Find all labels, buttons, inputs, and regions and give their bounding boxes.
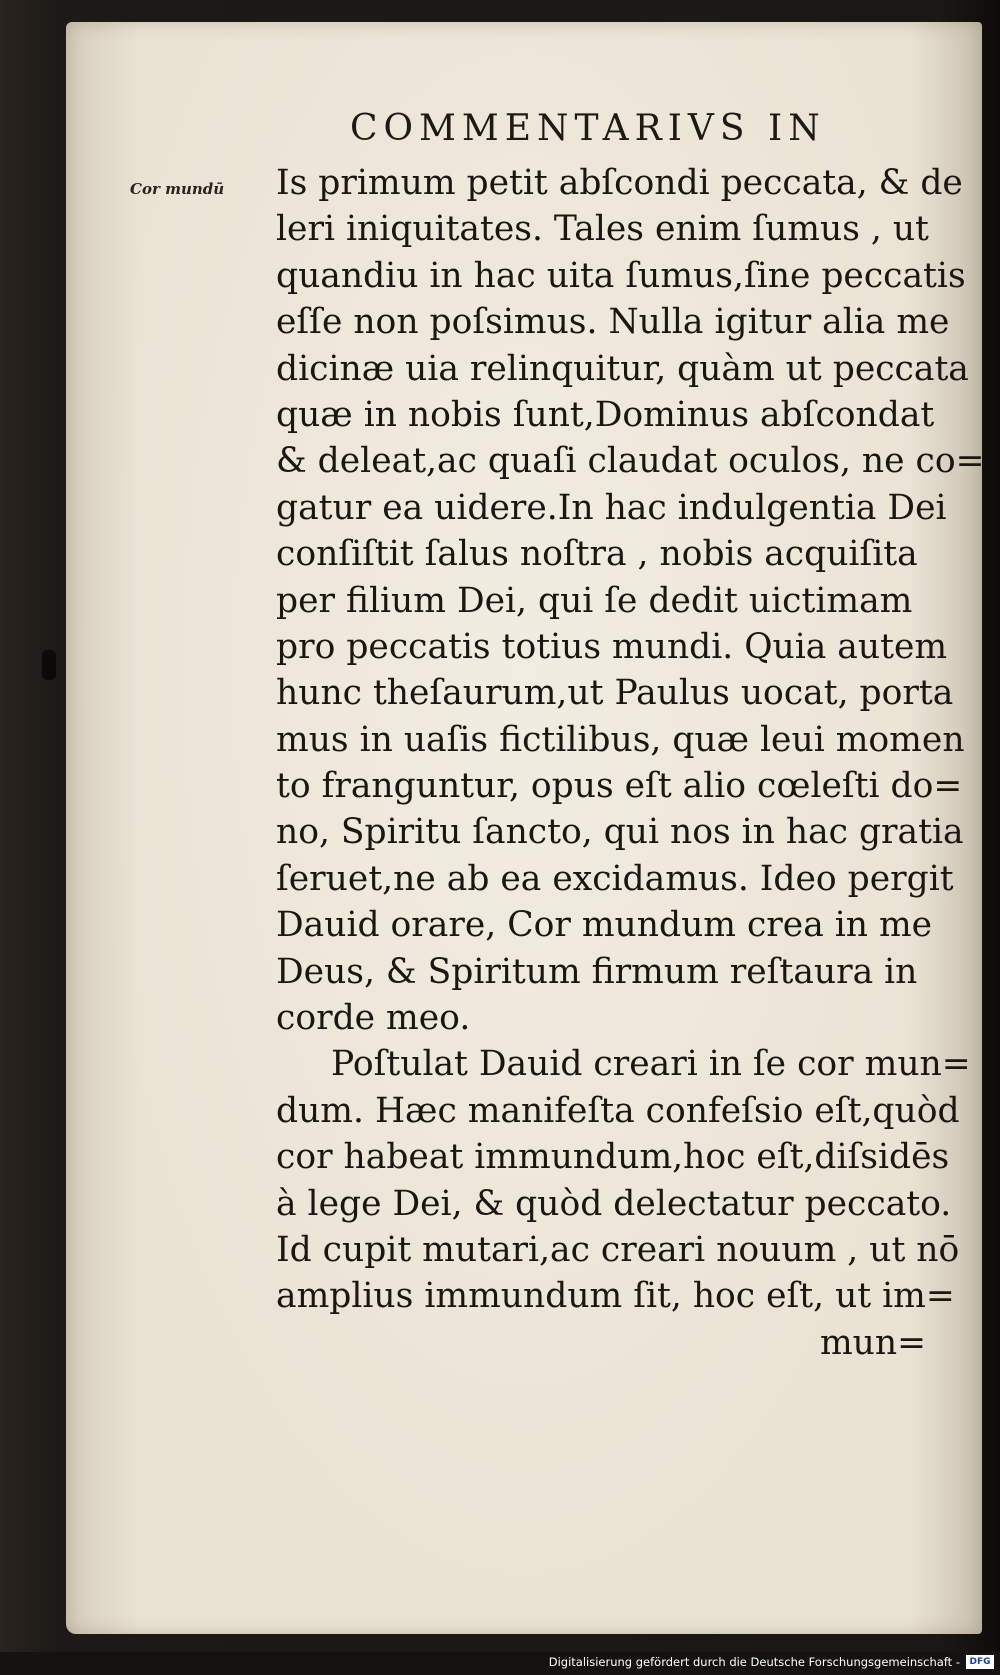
margin-note: Cor mundū bbox=[130, 180, 225, 198]
footer-credit: Digitalisierung gefördert durch die Deutsche Forschungsgemeinschaft - bbox=[548, 1655, 960, 1669]
text-line: corde meo. bbox=[276, 998, 471, 1039]
binding-mark bbox=[42, 650, 56, 680]
text-line: ſeruet,ne ab ea excidamus. Ideo pergit bbox=[276, 858, 954, 899]
catchword: mun= bbox=[819, 1322, 926, 1363]
text-line: no, Spiritu ſancto, qui nos in hac gratia bbox=[276, 812, 964, 853]
text-line: & deleat,ac quaſi claudat oculos, ne co= bbox=[276, 441, 985, 482]
running-head: COMMENTARIVS IN bbox=[350, 108, 826, 149]
text-line: Deus, & Spiritum firmum reſtaura in bbox=[276, 951, 918, 992]
text-line: mus in uaſis fictilibus, quæ leui momen bbox=[276, 719, 965, 760]
text-line: quæ in nobis ſunt,Dominus abſcondat bbox=[276, 394, 935, 435]
text-line: leri iniquitates. Tales enim ſumus , ut bbox=[276, 209, 929, 250]
text-line: dum. Hæc manifeſta confeſsio eſt,quòd bbox=[276, 1090, 960, 1131]
text-line: Dauid orare, Cor mundum crea in me bbox=[276, 905, 933, 946]
text-line: cor habeat immundum,hoc eſt,diſsidēs bbox=[276, 1137, 950, 1178]
dfg-logo: DFG bbox=[966, 1655, 994, 1669]
text-line: à lege Dei, & quòd delectatur peccato. bbox=[276, 1183, 952, 1224]
text-line: to franguntur, opus eſt alio cœleſti do= bbox=[276, 766, 963, 807]
text-line: eſſe non poſsimus. Nulla igitur alia me bbox=[276, 302, 950, 343]
text-line: hunc theſaurum,ut Paulus uocat, porta bbox=[276, 673, 954, 714]
text-line: dicinæ uia relinquitur, quàm ut peccata bbox=[276, 348, 969, 389]
text-line: per filium Dei, qui ſe dedit uictimam bbox=[276, 580, 913, 621]
text-line: quandiu in hac uita ſumus,ſine peccatis bbox=[276, 255, 966, 296]
text-line: Poſtulat Dauid creari in ſe cor mun= bbox=[331, 1044, 971, 1085]
body-text bbox=[276, 160, 985, 1366]
text-line: pro peccatis totius mundi. Quia autem bbox=[276, 626, 948, 667]
text-line: gatur ea uidere.In hac indulgentia Dei bbox=[276, 487, 947, 528]
text-line: Id cupit mutari,ac creari nouum , ut nō bbox=[276, 1229, 960, 1270]
text-line: Is primum petit abſcondi peccata, & de bbox=[276, 163, 963, 203]
text-line: amplius immundum ſit, hoc eſt, ut im= bbox=[276, 1276, 955, 1317]
text-line: conſiſtit ſalus noſtra , nobis acquiſita bbox=[276, 534, 918, 575]
